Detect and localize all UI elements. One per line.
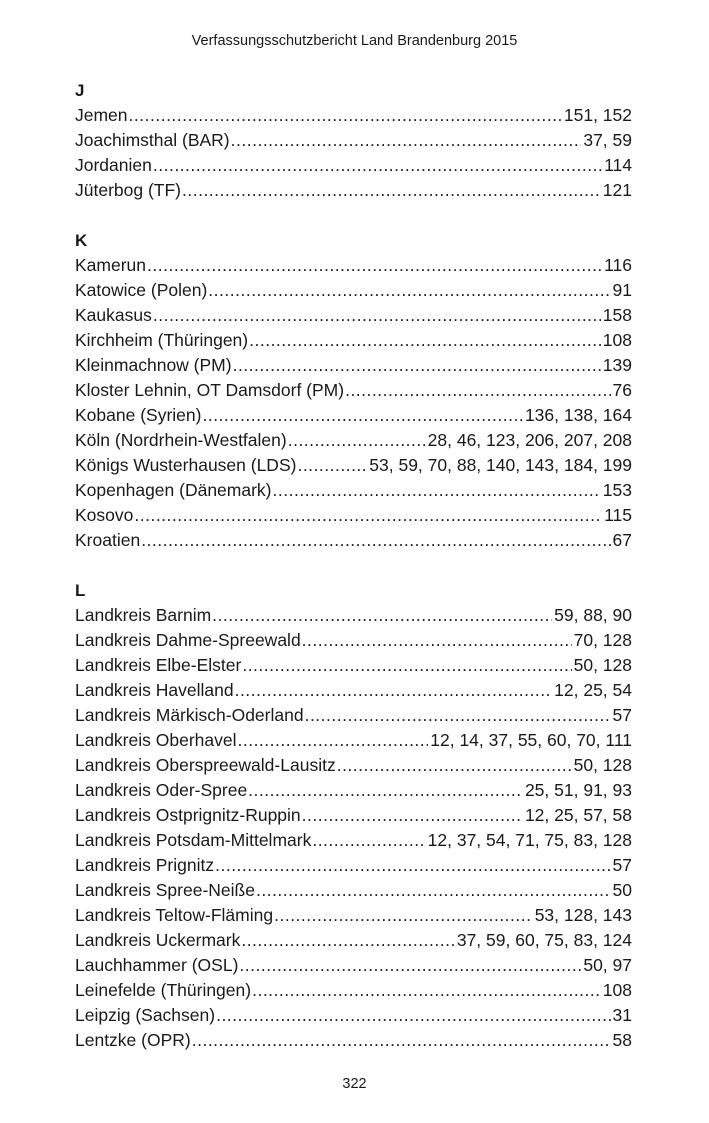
entry-name: Kloster Lehnin, OT Damsdorf (PM) (75, 380, 345, 400)
entry-pages: 108 (602, 980, 632, 1000)
index-entry (75, 178, 632, 203)
entry-name: Katowice (Polen) (75, 280, 208, 300)
leader-dots (233, 353, 601, 378)
section-letter: K (75, 231, 88, 250)
entry-pages: 136, 138, 164 (524, 405, 632, 425)
entry-name: Kopenhagen (Dänemark) (75, 480, 272, 500)
entry-pages: 67 (612, 530, 632, 550)
leader-dots (288, 428, 426, 453)
leader-dots (252, 978, 601, 1003)
entry-pages: 116 (604, 255, 632, 275)
index-section-l (75, 578, 632, 1053)
entry-pages: 31 (612, 1005, 632, 1025)
index-entry (75, 428, 632, 453)
index-entry (75, 703, 632, 728)
index-entry (75, 778, 632, 803)
entry-pages: 50 (612, 880, 632, 900)
index-entry (75, 803, 632, 828)
leader-dots (256, 878, 611, 903)
entry-name: Kosovo (75, 505, 134, 525)
leader-dots (305, 703, 611, 728)
leader-dots (302, 628, 572, 653)
leader-dots (182, 178, 601, 203)
leader-dots (345, 378, 610, 403)
leader-dots (249, 328, 601, 353)
entry-pages: 53, 128, 143 (534, 905, 632, 925)
entry-name: Jordanien (75, 155, 152, 175)
entry-name: Landkreis Dahme-Spreewald (75, 630, 301, 650)
leader-dots (242, 653, 571, 678)
entry-pages: 28, 46, 123, 206, 207, 208 (427, 430, 632, 450)
entry-name: Joachimsthal (BAR) (75, 130, 230, 150)
entry-pages: 53, 59, 70, 88, 140, 143, 184, 199 (369, 455, 632, 475)
entry-name: Landkreis Spree-Neiße (75, 880, 255, 900)
leader-dots (237, 728, 428, 753)
leader-dots (212, 603, 552, 628)
index-entry (75, 628, 632, 653)
leader-dots (337, 753, 572, 778)
index-entry (75, 403, 632, 428)
entry-pages: 121 (602, 180, 632, 200)
entry-pages: 153 (602, 480, 632, 500)
entry-name: Königs Wusterhausen (LDS) (75, 455, 297, 475)
index-entry (75, 328, 632, 353)
section-letter: L (75, 581, 86, 600)
entry-name: Landkreis Uckermark (75, 930, 241, 950)
index-entry (75, 503, 632, 528)
index-entry (75, 1003, 632, 1028)
page-number: 322 (342, 1076, 367, 1092)
entry-name: Landkreis Prignitz (75, 855, 215, 875)
leader-dots (215, 853, 610, 878)
leader-dots (231, 128, 582, 153)
index-entry (75, 728, 632, 753)
entry-pages: 70, 128 (573, 630, 632, 650)
entry-name: Landkreis Oberspreewald-Lausitz (75, 755, 336, 775)
leader-dots (216, 1003, 610, 1028)
leader-dots (147, 253, 602, 278)
entry-name: Landkreis Havelland (75, 680, 234, 700)
index-entry (75, 128, 632, 153)
entry-pages: 12, 14, 37, 55, 60, 70, 111 (430, 730, 632, 750)
entry-pages: 59, 88, 90 (554, 605, 632, 625)
index-entry (75, 378, 632, 403)
entry-name: Landkreis Märkisch-Oderland (75, 705, 304, 725)
entry-pages: 58 (612, 1030, 632, 1050)
entry-pages: 114 (604, 155, 632, 175)
entry-pages: 50, 97 (583, 955, 632, 975)
entry-pages: 158 (602, 305, 632, 325)
index-entry (75, 603, 632, 628)
leader-dots (239, 953, 581, 978)
entry-pages: 91 (612, 280, 632, 300)
running-header: Verfassungsschutzbericht Land Brandenburg 2015 (191, 33, 518, 49)
entry-name: Lauchhammer (OSL) (75, 955, 239, 975)
entry-pages: 25, 51, 91, 93 (524, 780, 632, 800)
leader-dots (141, 528, 610, 553)
index-entry (75, 453, 632, 478)
index-section-k (75, 228, 632, 553)
entry-name: Köln (Nordrhein-Westfalen) (75, 430, 287, 450)
index-entry (75, 1028, 632, 1053)
index-entry (75, 353, 632, 378)
index-entry (75, 828, 632, 853)
entry-pages: 57 (612, 705, 632, 725)
entry-name: Landkreis Oder-Spree (75, 780, 248, 800)
entry-name: Landkreis Oberhavel (75, 730, 237, 750)
entry-pages: 151, 152 (563, 105, 632, 125)
entry-name: Kleinmachnow (PM) (75, 355, 232, 375)
entry-name: Kobane (Syrien) (75, 405, 202, 425)
index-entry (75, 878, 632, 903)
leader-dots (235, 678, 553, 703)
entry-pages: 37, 59 (583, 130, 632, 150)
entry-name: Leinefelde (Thüringen) (75, 980, 252, 1000)
entry-name: Landkreis Ostprignitz-Ruppin (75, 805, 301, 825)
index-entry (75, 753, 632, 778)
entry-pages: 50, 128 (573, 755, 632, 775)
index-entry (75, 303, 632, 328)
entry-pages: 115 (604, 505, 632, 525)
entry-name: Kroatien (75, 530, 141, 550)
index-entry (75, 153, 632, 178)
leader-dots (129, 103, 562, 128)
entry-name: Landkreis Teltow-Fläming (75, 905, 274, 925)
entry-name: Leipzig (Sachsen) (75, 1005, 216, 1025)
entry-name: Kaukasus (75, 305, 152, 325)
index-content (75, 78, 632, 1053)
entry-name: Kamerun (75, 255, 147, 275)
entry-pages: 37, 59, 60, 75, 83, 124 (456, 930, 632, 950)
leader-dots (248, 778, 523, 803)
entry-pages: 50, 128 (573, 655, 632, 675)
leader-dots (192, 1028, 611, 1053)
leader-dots (241, 928, 455, 953)
entry-name: Landkreis Potsdam-Mittelmark (75, 830, 312, 850)
index-entry (75, 253, 632, 278)
leader-dots (153, 153, 602, 178)
leader-dots (312, 828, 425, 853)
entry-pages: 12, 37, 54, 71, 75, 83, 128 (427, 830, 632, 850)
leader-dots (273, 478, 601, 503)
index-entry (75, 678, 632, 703)
index-entry (75, 478, 632, 503)
leader-dots (153, 303, 601, 328)
index-entry (75, 853, 632, 878)
index-entry (75, 978, 632, 1003)
index-entry (75, 903, 632, 928)
leader-dots (297, 453, 367, 478)
entry-name: Landkreis Elbe-Elster (75, 655, 242, 675)
leader-dots (302, 803, 523, 828)
leader-dots (134, 503, 602, 528)
entry-name: Lentzke (OPR) (75, 1030, 191, 1050)
leader-dots (202, 403, 522, 428)
entry-pages: 139 (602, 355, 632, 375)
entry-pages: 12, 25, 57, 58 (524, 805, 632, 825)
index-entry (75, 103, 632, 128)
entry-name: Jüterbog (TF) (75, 180, 181, 200)
entry-pages: 108 (602, 330, 632, 350)
entry-name: Jemen (75, 105, 128, 125)
leader-dots (208, 278, 610, 303)
leader-dots (274, 903, 533, 928)
entry-name: Kirchheim (Thüringen) (75, 330, 249, 350)
entry-pages: 57 (612, 855, 632, 875)
index-entry (75, 928, 632, 953)
index-entry (75, 528, 632, 553)
entry-pages: 12, 25, 54 (554, 680, 632, 700)
index-section-j (75, 78, 632, 203)
entry-pages: 76 (612, 380, 632, 400)
index-entry (75, 653, 632, 678)
entry-name: Landkreis Barnim (75, 605, 212, 625)
index-entry (75, 953, 632, 978)
section-letter: J (75, 81, 85, 100)
index-entry (75, 278, 632, 303)
